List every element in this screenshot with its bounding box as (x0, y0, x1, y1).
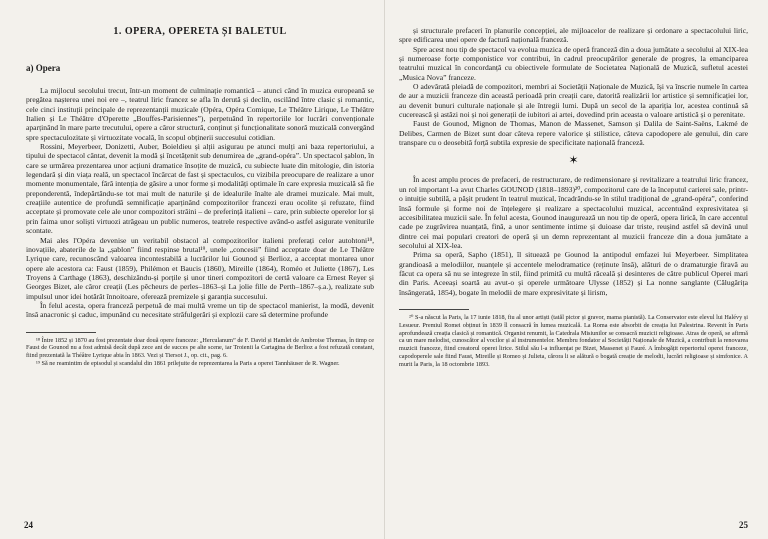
paragraph: În felul acesta, opera franceză perpetuă de mai multă vreme un tip de spectacol manierist, la modă, devenit însă anacronic și caduc, impunând cu necesitate străfulgerări și explozii care să determine profunde (26, 300, 374, 320)
left-footnotes (26, 337, 374, 368)
paragraph: Rossini, Meyerbeer, Donizetti, Auber, Boieldieu și alții asigurau pe atunci mulți ani baza repertoriului, a tipului de spectacol cântat, devenit la modă și încetățenit sub denumirea de „grand-opéra”. Un spectacol șablon, în care se urmărea prezentarea unor acțiuni dramatice însoțite de muzică, cu subiecte luate din mitologie, din istoria legendară și din viața reală, un spectacol încărcat de fast și spectaculos, cu vizibila preocupare de realizare a unor momente monumentale, fără intenția de găsire a unor forme și modalități optimale în care expresia muzicală să fie preponderentă, îndepărtându-se tot mai mult de naturile și de idealurile înalte ale dramei muzicale. Mai mult, creațiile autentice de profundă semnificație aparținând compozitorilor francezi erau ocolite și refuzate, fiind acceptate și promovate cele ale unor compozitori străini – de preferință italieni – care, prin subiecte operelor lor și prin faima unor soliști virtuozi atrăgeau un public numeros, teatrele respective având-o astfel asigurate veniturile scontate. (26, 142, 374, 236)
paragraph: La mijlocul secolului trecut, într-un moment de culminație romantică – atunci când în muzica europeană se pregătea nașterea unei noi ere –, teatrul liric francez se afla în derută și declin, oscilând între clasic și romantic, cele cinci instituții principale de reprezentanții muzicale (Opéra, Opéra Comique, Le Théâtre Lirique, Le Théâtre Italien și Le Théâtre d'Operette „Bouffes-Parisiennes”), perpetuând în repertoriile lor lucrări convenționale aparținând în mare parte trecutului, opere a căror structură, conținut și funcționalitate sonoră muzicală convergând spre spectaculozitate și virtuozitate vocală, în scopul obținerii succesului cotidian. (26, 86, 374, 142)
left-body-text (26, 86, 374, 320)
page-number: 24 (24, 520, 33, 530)
right-body-text-bottom (399, 175, 748, 296)
footnote: ¹⁸ Între 1852 și 1870 au fost prezentate doar două opere franceze: „Herculanum” de F. David și Hamlet de Ambroise Thomas, în timp ce Faust de Gounod nu a fost admisă decât după zece ani de succes pe alte scene, iar Troienii la Cartagina de Berlioz a fost refuzată constant, fiind prezentată la Théâtre Lyrique abia în 1863. Vezi și Tiersot J., op. cit., pag. 6. (26, 336, 374, 360)
paragraph: O adevărată pleiadă de compozitori, membri ai Societății Naționale de Muzică, își va înscrie numele în cartea de aur a muzicii franceze din această perioadă prin creații care, datorită realizării lor artistice și semnificației lor, au devenit bunuri culturale naționale și ale întregii lumi. După un secol de la apariția lor, acestea continuă să cucerească și astăzi noi și noi generații de iubitori ai artei, dovedind prin aceasta o valoare artistică și o perenitate. (399, 82, 748, 120)
footnote: ²⁰ S-a născut la Paris, la 17 iunie 1818, fiu al unor artiști (tatăl pictor și gravor, mama pianistă). La Conservator este elevul lui Halévy și Lesueur. Premiul Romei obținut în 1839 îl consacră în lumea muzicală. La Roma este absorbit de creația lui Palestrina. Revenit în Paris aprofundează creația clasică și romantică. Organist renumit, la Catedrala Misiunilor se consacră muzicii religioase. Atras de operă, se afirmă ca un mare melodist, cunoscător al vocilor și al instrumentelor. Membru fondator al Societății Naționale de Muzică, a contribuit la renovarea muzicii franceze, fiind creatorul operei lirice. Stilul său l-a influențat pe Bizet, Massenet și Fauré. A îmbogățit repertoriul operei franceze, capodoperele sale fiind Faust, Mireille și Romeo și Julieta, cărora li se alătură o bogată creație de melodii, lucrări religioase și simfonice. A murit la Paris, la 18 octombrie 1893. (399, 313, 748, 368)
paragraph: Faust de Gounod, Mignon de Thomas, Manon de Massenet, Samson și Dalila de Saint-Saëns, Lakmé de Delibes, Carmen de Bizet sunt doar câteva repere valorice și stilistice, câteva capodopere ale genului, din care transpare cu o deosebită forță subtila expresie de specificitate națională franceză. (399, 119, 748, 148)
paragraph: și structurale prefaceri în planurile concepției, ale mijloacelor de realizare și ordonare a spectacolului liric, spre edificarea unei opere de factură națională franceză. (399, 26, 748, 45)
right-body-text-top (399, 26, 748, 147)
footnote: ¹⁹ Să ne reamintim de episodul și scandalul din 1861 prilejuite de reprezentarea la Paris a operei Tannhäuser de R. Wagner. (36, 359, 340, 367)
right-page (384, 0, 768, 539)
paragraph: Prima sa operă, Sapho (1851), îl situează pe Gounod la antipodul emfazei lui Meyerbeer. Simplitatea grandioasă a melodiilor, nuanțele și accentele melodramatice (reținute însă), alături de o dramaturgie firavă au făcut ca opera să nu se integreze în stil, fiind primită cu multă răceală și desinteres de către publicul Operei mari din Paris. Aceeași soartă au avut-o și operele următoare Ulysse (1852) și La nonne sanglante (Călugărița însângerată, 1854), bogate în melodii de mare expresivitate și lirism, (399, 250, 748, 297)
paragraph: Mai ales l'Opéra devenise un veritabil obstacol al compozitorilor italieni preferați celor autohtoni¹⁸, inovațiile, abaterile de la „șablon” fiind respinse brutal¹⁹, unele „concesii” fiind acceptate doar de Le Théâtre Lyrique care, recunoscând valoarea incontestabilă a lucrărilor lui Gounod și Berlioz, a acceptat montarea unor opere ale acestora ca: Faust (1859), Philémon et Baucis (1860), Mireille (1864), Roméo et Juliette (1867), Les Troyens à Carthage (1863), deschizându-și porțile și unor tineri compozitori de certă valoare ca Ernest Reyer și Georges Bizet, ale căror creații (Les pêcheurs de perles–1863–și La jolie fille de Perth–1867–ș.a.), realizate sub impulsul unor idei hotărât înnoitoare, oferează premizele și garanția succesului. (26, 235, 374, 301)
page-number: 25 (739, 520, 748, 530)
section-title: a) Opera (26, 63, 61, 73)
footnote-divider (26, 332, 96, 333)
right-footnotes (399, 314, 748, 369)
paragraph: În acest amplu proces de prefaceri, de restructurare, de redimensionare și revitalizare a teatrului liric francez, un rol important l-a avut Charles GOUNOD (1818–1893)²⁰, compozitorul care de la începutul carierei sale, printr-o intuiție subtilă, a pășit prudent în teatrul muzical, încadrându-se în stilul tradițional de „grand-opéra”, conferind însă formule și forme noi de înțelegere și realizare a spectacolului muzical, accentuând expresivitatea și accesibilitatea muzicii sale. În felul acesta, Gounod inaugurează un nou tip de operă, opera lirică, în care accentul cade pe zugrăvirea nuanțată, fină, a unor sentimente intime și duioase dar triste, reușind astfel să devină unul dintre cei mai populari creatori de operă și un demn reprezentant al muzicii franceze din a doua jumătate a secolului al XIX-lea. (399, 175, 748, 250)
footnote-divider (399, 309, 469, 310)
chapter-title: 1. OPERA, OPERETA ȘI BALETUL (113, 26, 287, 37)
section-separator-star: ✶ (568, 153, 579, 168)
paragraph: Spre acest nou tip de spectacol va evolua muzica de operă franceză din a doua jumătate a secolului al XIX-lea și numeroase forțe componistice vor contribui, în cadrul preocupărilor generale de progres, la emanciparea teatrului muzical în concordanță cu obiectivele formulate de Societatea Națională de Muzică, sufletul acestei „Musica Nova” franceze. (399, 44, 748, 82)
